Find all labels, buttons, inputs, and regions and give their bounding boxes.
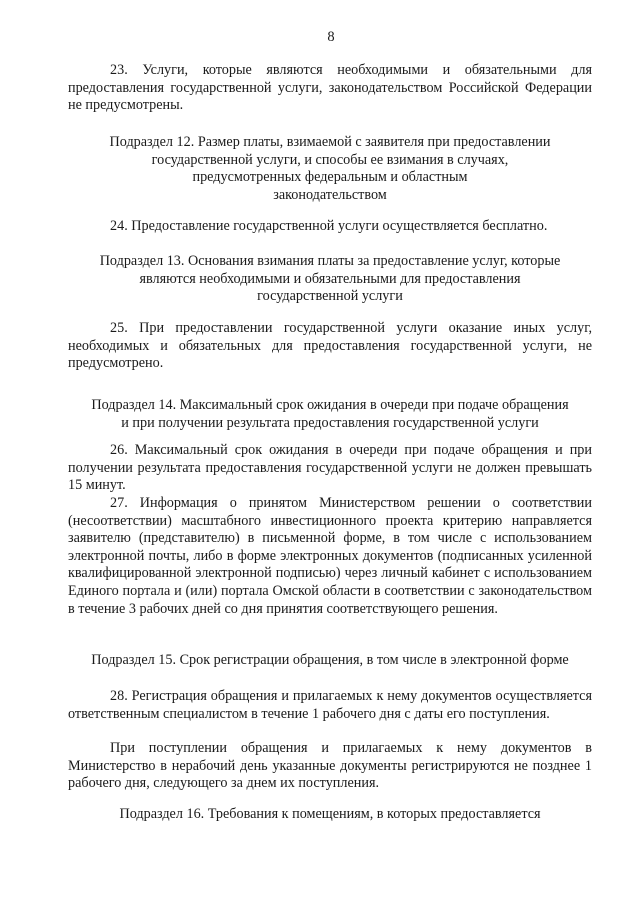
heading-line: государственной услуги, и способы ее взимания в случаях, — [151, 151, 509, 168]
heading-line: Подраздел 16. Требования к помещениям, в которых предоставляется — [119, 806, 541, 822]
heading-line: являются необходимыми и обязательными для предоставления — [139, 270, 521, 287]
subsection-14-heading — [68, 397, 592, 432]
heading-line: государственной услуги — [257, 288, 403, 305]
paragraph-23: 23. Услуги, которые являются необходимыми и обязательными для предоставления государственной услуги, законодательством Российской Федерации не предусмотрены. — [68, 62, 592, 114]
heading-line: законодательством — [273, 186, 387, 203]
heading-line: Подраздел 14. Максимальный срок ожидания в очереди при подаче обращения — [91, 397, 569, 413]
heading-line: Подраздел 15. Срок регистрации обращения, в том числе в электронной форме — [91, 652, 569, 668]
paragraph-24: 24. Предоставление государственной услуги осуществляется бесплатно. — [110, 218, 548, 234]
subsection-13-heading — [68, 253, 592, 306]
heading-line: Подраздел 13. Основания взимания платы за предоставление услуг, которые — [99, 253, 561, 269]
heading-line: предусмотренных федеральным и областным — [192, 169, 468, 186]
paragraph-28-continued: При поступлении обращения и прилагаемых к нему документов в Министерство в нерабочий день указанные документы регистрируются не позднее 1 рабочего дня, следующего за днем их поступления. — [68, 740, 592, 792]
subsection-15-heading — [68, 652, 592, 670]
heading-line: и при получении результата предоставления государственной услуги — [121, 414, 539, 431]
subsection-16-heading — [68, 806, 592, 824]
paragraph-25: 25. При предоставлении государственной услуги оказание иных услуг, необходимых и обязательных для предоставления государственной услуги, не предусмотрено. — [68, 320, 592, 372]
paragraph-26: 26. Максимальный срок ожидания в очереди при подаче обращения и при получении результата предоставления государственной услуги не должен превышать 15 минут. — [68, 442, 592, 494]
paragraph-28: 28. Регистрация обращения и прилагаемых к нему документов осуществляется ответственным специалистом в течение 1 рабочего дня с даты его поступления. — [68, 688, 592, 722]
subsection-12-heading — [68, 134, 592, 204]
page-number: 8 — [327, 29, 335, 45]
heading-line: Подраздел 12. Размер платы, взимаемой с заявителя при предоставлении — [109, 134, 551, 150]
paragraph-27: 27. Информация о принятом Министерством решении о соответствии (несоответствии) масштабного инвестиционного проекта критерию направляется заявителю (представителю) в письменной форме, в том числе с использованием электронной почты, либо в форме электронных документов (подписанных усиленной квалифицированной электронной подписью) через личный кабинет с использованием Единого портала и (или) портала Омской области в соответствии с законодательством в течение 3 рабочих дней со дня принятия соответствующего решения. — [68, 495, 592, 617]
